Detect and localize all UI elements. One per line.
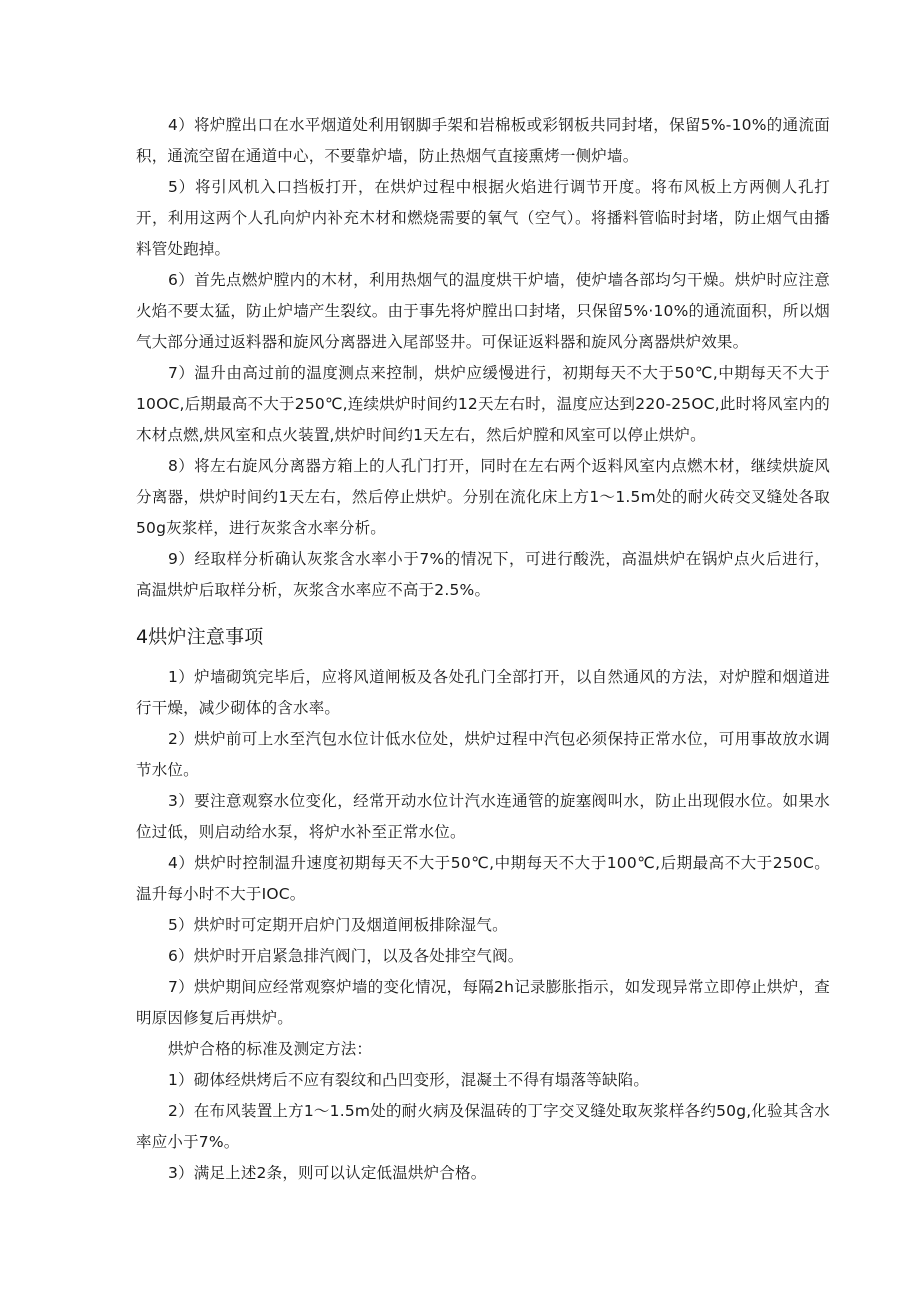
section-heading: 4烘炉注意事项 [136, 626, 264, 648]
paragraph-item-6: 6）首先点燃炉膛内的木材，利用热烟气的温度烘干炉墙，使炉墙各部均匀干燥。烘炉时应注意火焰不要太猛，防止炉墙产生裂纹。由于事先将炉膛出口封堵，只保留5%·10%的通流面积，所以烟气大部分通过返料器和旋风分离器进入尾部竖井。可保证返料器和旋风分离器烘炉效果。 [136, 271, 830, 351]
precaution-item-1: 1）炉墙砌筑完毕后，应将风道闸板及各处孔门全部打开，以自然通风的方法，对炉膛和烟道进行干燥，减少砌体的含水率。 [136, 668, 830, 717]
paragraph-item-8: 8）将左右旋风分离器方箱上的人孔门打开，同时在左右两个返料风室内点燃木材，继续烘旋风分离器，烘炉时间约1天左右，然后停止烘炉。分别在流化床上方1～1.5m处的耐火砖交叉缝处各取50g灰浆样，进行灰浆含水率分析。 [136, 457, 830, 537]
precaution-item-5: 5）烘炉时可定期开启炉门及烟道闸板排除湿气。 [168, 916, 508, 934]
standard-item-1: 1）砌体经烘烤后不应有裂纹和凸凹变形，混凝土不得有塌落等缺陷。 [168, 1071, 650, 1089]
document-body [136, 110, 830, 1189]
precaution-item-2: 2）烘炉前可上水至汽包水位计低水位处，烘炉过程中汽包必须保持正常水位，可用事故放水调节水位。 [136, 730, 830, 779]
standard-item-2: 2）在布风装置上方1～1.5m处的耐火病及保温砖的丁字交叉缝处取灰浆样各约50g,化验其含水率应小于7%。 [136, 1102, 830, 1151]
precaution-item-7: 7）烘炉期间应经常观察炉墙的变化情况，每隔2h记录膨胀指示，如发现异常立即停止烘炉，查明原因修复后再烘炉。 [136, 978, 830, 1027]
standard-item-3: 3）满足上述2条，则可以认定低温烘炉合格。 [168, 1164, 487, 1182]
precaution-item-3: 3）要注意观察水位变化，经常开动水位计汽水连通管的旋塞阀叫水，防止出现假水位。如果水位过低，则启动给水泵，将炉水补至正常水位。 [136, 792, 830, 841]
paragraph-item-7: 7）温升由高过前的温度测点来控制，烘炉应缓慢进行，初期每天不大于50℃,中期每天不大于10OC,后期最高不大于250℃,连续烘炉时间约12天左右时，温度应达到220-25OC,此时将风室内的木材点燃,烘风室和点火装置,烘炉时间约1天左右，然后炉膛和风室可以停止烘炉。 [136, 364, 830, 444]
paragraph-item-9: 9）经取样分析确认灰浆含水率小于7%的情况下，可进行酸洗，高温烘炉在锅炉点火后进行，高温烘炉后取样分析，灰浆含水率应不高于2.5%。 [136, 550, 830, 599]
paragraph-item-4: 4）将炉膛出口在水平烟道处利用钢脚手架和岩棉板或彩钢板共同封堵，保留5%-10%的通流面积，通流空留在通道中心，不要靠炉墙，防止热烟气直接熏烤一侧炉墙。 [136, 116, 830, 165]
precaution-item-6: 6）烘炉时开启紧急排汽阀门，以及各处排空气阀。 [168, 947, 524, 965]
precaution-item-4: 4）烘炉时控制温升速度初期每天不大于50℃,中期每天不大于100℃,后期最高不大于250C。温升每小时不大于IOC。 [136, 854, 830, 903]
standards-intro: 烘炉合格的标准及测定方法： [168, 1040, 373, 1058]
paragraph-item-5: 5）将引风机入口挡板打开，在烘炉过程中根据火焰进行调节开度。将布风板上方两侧人孔打开，利用这两个人孔向炉内补充木材和燃烧需要的氧气（空气）。将播料管临时封堵，防止烟气由播料管处跑掉。 [136, 178, 830, 258]
